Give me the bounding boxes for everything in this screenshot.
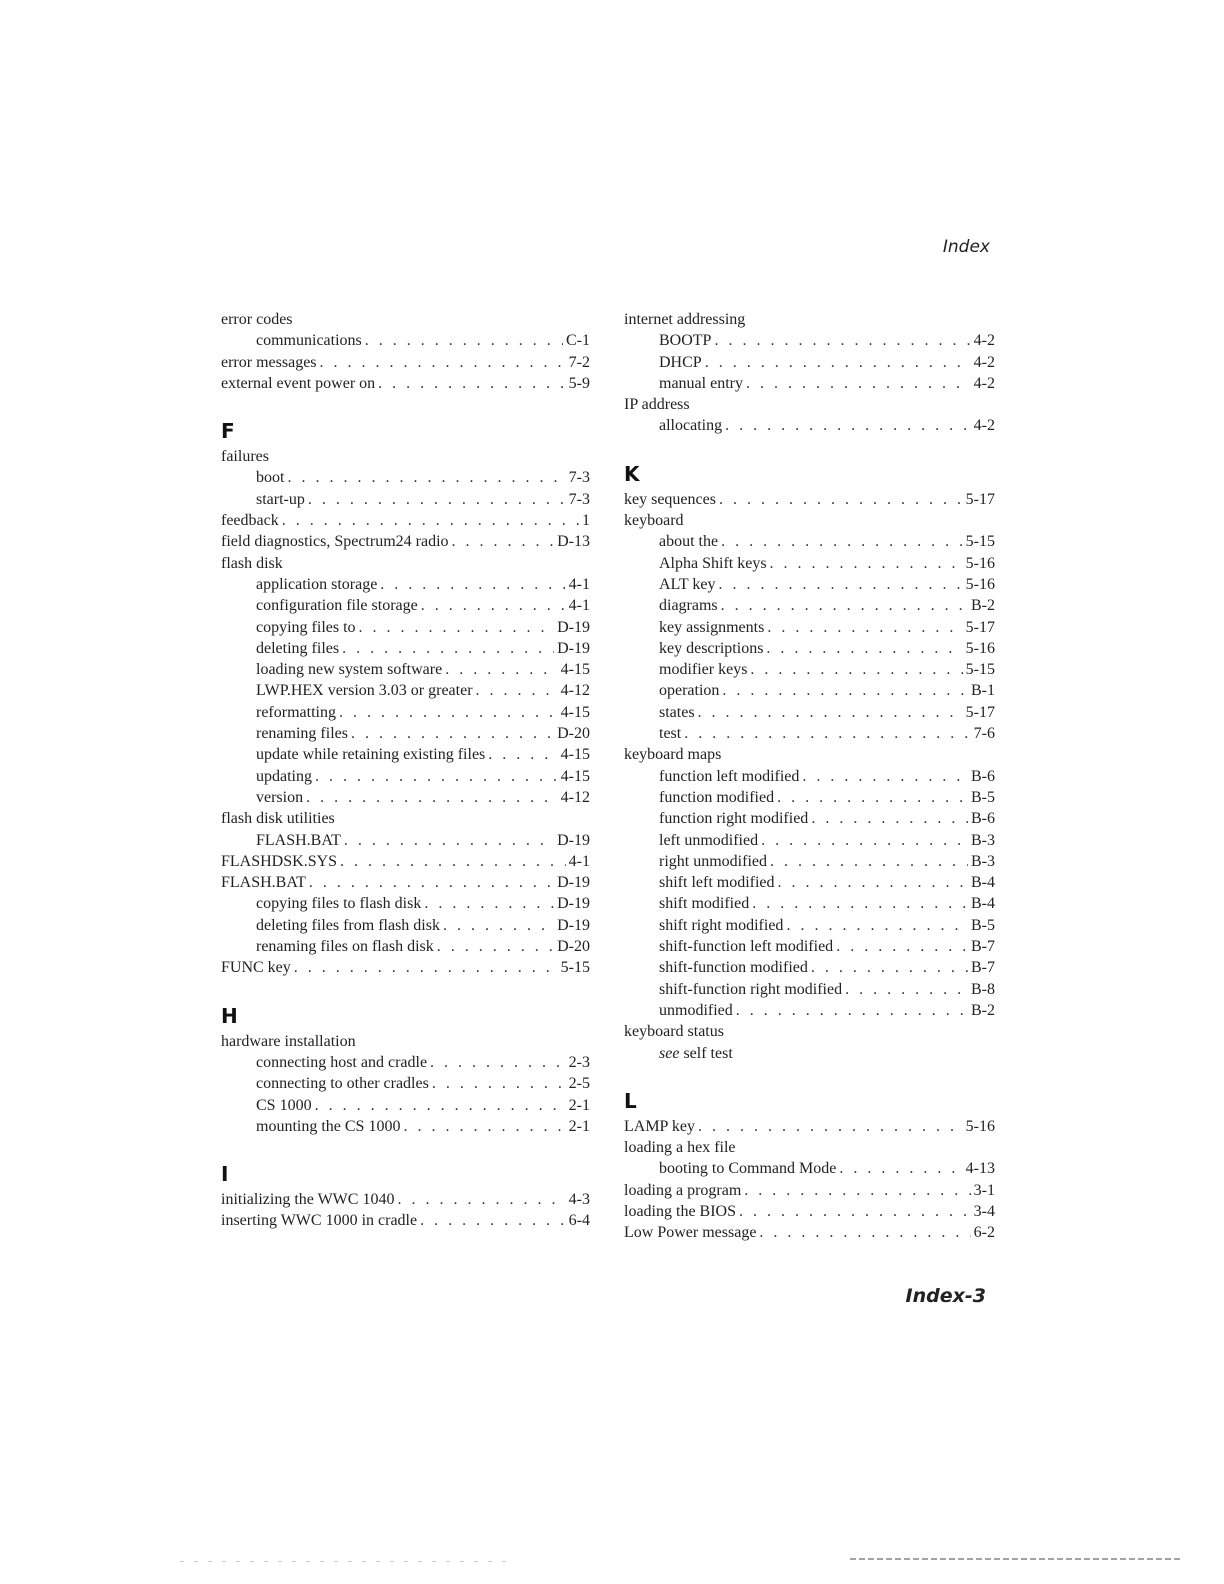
index-term: Alpha Shift keys: [659, 554, 767, 572]
index-page-ref: 7-6: [973, 725, 995, 743]
dot-leader: [698, 702, 963, 723]
index-term: key sequences: [624, 490, 716, 508]
dot-leader: [432, 1073, 566, 1094]
dot-leader: [344, 830, 554, 851]
index-subentry: [221, 830, 590, 851]
index-subentry: [624, 638, 995, 659]
index-term: operation: [659, 682, 720, 700]
index-subentry: [624, 415, 995, 436]
dot-leader: [380, 574, 565, 595]
index-term: left unmodified: [659, 831, 759, 849]
dot-leader: [811, 808, 968, 829]
index-term: deleting files from flash disk: [256, 916, 440, 934]
index-entry: [624, 510, 995, 531]
index-term: version: [256, 788, 304, 806]
dot-leader: [340, 851, 566, 872]
index-entry: [221, 352, 590, 373]
index-subentry: [624, 915, 995, 936]
index-page-ref: 7-2: [568, 353, 590, 371]
index-term: renaming files: [256, 725, 348, 743]
index-page-ref: 4-15: [560, 767, 590, 785]
dot-leader: [309, 872, 554, 893]
index-subentry: [624, 617, 995, 638]
index-page-ref: B-8: [971, 980, 995, 998]
index-page-ref: B-1: [971, 682, 995, 700]
index-term: booting to Command Mode: [659, 1160, 837, 1178]
dot-leader: [750, 659, 962, 680]
index-subentry: [624, 723, 995, 744]
index-subentry: [221, 936, 590, 957]
index-entry: [221, 872, 590, 893]
index-term: flash disk utilities: [221, 810, 335, 828]
index-subentry: [624, 830, 995, 851]
index-subentry: [624, 808, 995, 829]
index-subentry: [221, 1095, 590, 1116]
index-term: keyboard: [624, 512, 684, 530]
index-term: states: [659, 703, 695, 721]
index-entry: [624, 1116, 995, 1137]
index-term: shift modified: [659, 895, 750, 913]
index-term: copying files to flash disk: [256, 895, 422, 913]
index-subentry: [624, 957, 995, 978]
index-subentry: [221, 702, 590, 723]
index-column-right: [624, 309, 995, 1244]
dot-leader: [836, 936, 968, 957]
index-subentry: [221, 330, 590, 351]
index-subentry: [221, 595, 590, 616]
dot-leader: [351, 723, 554, 744]
index-subentry: [624, 595, 995, 616]
index-page-ref: 5-16: [965, 1117, 995, 1135]
index-subentry: [221, 1073, 590, 1094]
dot-leader: [342, 638, 554, 659]
index-subentry: [624, 787, 995, 808]
dot-leader: [424, 893, 554, 914]
index-subentry: [624, 1000, 995, 1021]
index-page-ref: 4-15: [560, 703, 590, 721]
index-page-ref: B-3: [971, 831, 995, 849]
dot-leader: [397, 1189, 565, 1210]
index-page-ref: 5-16: [965, 575, 995, 593]
dot-leader: [445, 659, 557, 680]
dot-leader: [786, 915, 968, 936]
dot-leader: [766, 638, 962, 659]
index-subentry: [221, 659, 590, 680]
index-term: right unmodified: [659, 852, 767, 870]
index-page-ref: 6-2: [973, 1224, 995, 1242]
index-term: hardware installation: [221, 1032, 356, 1050]
index-term: field diagnostics, Spectrum24 radio: [221, 533, 449, 551]
index-term: LWP.HEX version 3.03 or greater: [256, 682, 473, 700]
index-subentry: [624, 702, 995, 723]
dot-leader: [770, 553, 963, 574]
index-page-ref: 7-3: [568, 490, 590, 508]
index-page-ref: 5-16: [965, 554, 995, 572]
index-entry: [624, 1180, 995, 1201]
dot-leader: [746, 373, 971, 394]
index-term: inserting WWC 1000 in cradle: [221, 1212, 418, 1230]
index-term: BOOTP: [659, 332, 712, 350]
index-term: IP address: [624, 396, 690, 414]
index-page-ref: 2-1: [568, 1117, 590, 1135]
index-subentry: [624, 1158, 995, 1179]
scan-artifact-line: [180, 1561, 510, 1562]
index-subentry: [624, 553, 995, 574]
index-subentry: [624, 1043, 995, 1064]
index-term: flash disk: [221, 554, 283, 572]
dot-leader: [721, 595, 968, 616]
index-section-letter: L: [624, 1088, 637, 1113]
index-term: about the: [659, 533, 719, 551]
index-term: loading a hex file: [624, 1139, 736, 1157]
index-entry: [624, 394, 995, 415]
index-entry: [221, 1189, 590, 1210]
index-page-ref: 4-2: [973, 374, 995, 392]
dot-leader: [736, 1000, 968, 1021]
index-page-ref: D-19: [557, 618, 590, 636]
index-term: key assignments: [659, 618, 765, 636]
index-term: shift-function right modified: [659, 980, 843, 998]
index-page-ref: 1: [582, 512, 590, 530]
index-entry: [624, 1222, 995, 1243]
index-term: reformatting: [256, 703, 336, 721]
dot-leader: [744, 1180, 970, 1201]
index-entry: [221, 309, 590, 330]
index-subentry: [221, 489, 590, 510]
index-term: shift-function modified: [659, 959, 808, 977]
index-entry: [624, 309, 995, 330]
dot-leader: [718, 574, 962, 595]
index-term: LAMP key: [624, 1117, 695, 1135]
index-term: application storage: [256, 575, 378, 593]
index-term: initializing the WWC 1040: [221, 1191, 395, 1209]
index-term: communications: [256, 332, 362, 350]
dot-leader: [839, 1158, 962, 1179]
index-page-ref: D-19: [557, 874, 590, 892]
index-page-ref: B-4: [971, 895, 995, 913]
scan-artifact-line: [850, 1558, 1180, 1560]
index-page-ref: B-7: [971, 959, 995, 977]
index-entry: [221, 957, 590, 978]
see-reference: see: [659, 1044, 680, 1062]
index-subentry: [221, 680, 590, 701]
index-page-ref: 4-2: [973, 332, 995, 350]
index-term: FUNC key: [221, 959, 291, 977]
index-page-ref: 4-12: [560, 788, 590, 806]
index-term: shift-function left modified: [659, 938, 834, 956]
index-term: DHCP: [659, 353, 702, 371]
dot-leader: [308, 489, 566, 510]
running-header: Index: [942, 237, 990, 257]
index-page-ref: 5-15: [965, 661, 995, 679]
index-page-ref: D-20: [557, 938, 590, 956]
index-page-ref: 7-3: [568, 469, 590, 487]
index-entry: [221, 373, 590, 394]
dot-leader: [287, 467, 565, 488]
index-subentry: [221, 723, 590, 744]
index-page-ref: 4-12: [560, 682, 590, 700]
dot-leader: [403, 1116, 565, 1137]
index-page-ref: 4-13: [965, 1160, 995, 1178]
index-term: error messages: [221, 353, 317, 371]
dot-leader: [752, 893, 968, 914]
dot-leader: [811, 957, 968, 978]
dot-leader: [476, 680, 558, 701]
dot-leader: [722, 680, 968, 701]
dot-leader: [315, 1095, 566, 1116]
index-section-letter: F: [221, 419, 235, 444]
dot-leader: [320, 352, 566, 373]
index-page-ref: B-2: [971, 597, 995, 615]
index-entry: [624, 489, 995, 510]
index-term: keyboard maps: [624, 746, 722, 764]
index-page-ref: 6-4: [568, 1212, 590, 1230]
dot-leader: [719, 489, 963, 510]
index-subentry: [221, 1116, 590, 1137]
index-term: updating: [256, 767, 312, 785]
index-entry: [221, 1031, 590, 1052]
dot-leader: [725, 415, 971, 436]
index-subentry: [624, 659, 995, 680]
index-page-ref: 3-4: [973, 1202, 995, 1220]
dot-leader: [430, 1052, 566, 1073]
index-page-ref: D-19: [557, 639, 590, 657]
index-page-ref: B-5: [971, 788, 995, 806]
index-term: failures: [221, 448, 269, 466]
index-term: manual entry: [659, 374, 743, 392]
index-subentry: [624, 851, 995, 872]
index-entry: [221, 808, 590, 829]
dot-leader: [684, 723, 970, 744]
index-page-ref: B-5: [971, 916, 995, 934]
index-page-ref: 5-9: [568, 374, 590, 392]
index-page-ref: 4-3: [568, 1191, 590, 1209]
dot-leader: [767, 617, 962, 638]
index-page-ref: D-20: [557, 725, 590, 743]
index-page-ref: B-6: [971, 767, 995, 785]
index-page-ref: 5-15: [965, 533, 995, 551]
dot-leader: [721, 531, 963, 552]
dot-leader: [770, 851, 968, 872]
index-term: shift left modified: [659, 874, 775, 892]
index-page-ref: 5-15: [560, 959, 590, 977]
dot-leader: [421, 595, 566, 616]
index-term: self test: [683, 1044, 733, 1062]
index-term: keyboard status: [624, 1023, 724, 1041]
index-page-ref: 4-1: [568, 575, 590, 593]
dot-leader: [365, 330, 563, 351]
index-section-letter: I: [221, 1162, 229, 1187]
index-term: internet addressing: [624, 311, 746, 328]
index-subentry: [624, 352, 995, 373]
dot-leader: [294, 957, 558, 978]
index-subentry: [624, 680, 995, 701]
dot-leader: [488, 744, 557, 765]
index-page-ref: 4-2: [973, 417, 995, 435]
index-term: unmodified: [659, 1001, 733, 1019]
dot-leader: [306, 787, 558, 808]
index-page-ref: 4-1: [568, 852, 590, 870]
index-subentry: [624, 893, 995, 914]
index-subentry: [624, 373, 995, 394]
index-page-ref: B-7: [971, 938, 995, 956]
index-entry: [221, 510, 590, 531]
index-page-ref: 5-16: [965, 639, 995, 657]
dot-leader: [339, 702, 558, 723]
index-term: modifier keys: [659, 661, 748, 679]
index-page-ref: 4-15: [560, 746, 590, 764]
index-page-ref: B-4: [971, 874, 995, 892]
index-page-ref: 5-17: [965, 490, 995, 508]
index-term: feedback: [221, 512, 279, 530]
index-subentry: [624, 936, 995, 957]
index-subentry: [221, 1052, 590, 1073]
index-subentry: [221, 893, 590, 914]
index-subentry: [624, 574, 995, 595]
index-term: start-up: [256, 490, 305, 508]
dot-leader: [420, 1210, 566, 1231]
index-page-ref: 5-17: [965, 703, 995, 721]
index-column-left: [221, 309, 590, 1232]
index-subentry: [624, 979, 995, 1000]
dot-leader: [739, 1201, 971, 1222]
index-subentry: [624, 531, 995, 552]
index-term: Low Power message: [624, 1224, 757, 1242]
index-page-ref: B-2: [971, 1001, 995, 1019]
index-term: test: [659, 725, 682, 743]
index-term: copying files to: [256, 618, 356, 636]
dot-leader: [282, 510, 579, 531]
index-subentry: [221, 766, 590, 787]
dot-leader: [452, 531, 555, 552]
index-term: connecting host and cradle: [256, 1053, 428, 1071]
index-subentry: [624, 766, 995, 787]
index-page-ref: 3-1: [973, 1181, 995, 1199]
dot-leader: [359, 617, 555, 638]
index-term: loading the BIOS: [624, 1202, 736, 1220]
index-term: CS 1000: [256, 1096, 312, 1114]
index-page-ref: 2-3: [568, 1053, 590, 1071]
page-number: Index-3: [905, 1285, 986, 1307]
index-entry: [221, 553, 590, 574]
index-page-ref: 4-15: [560, 661, 590, 679]
index-term: error codes: [221, 311, 293, 328]
index-entry: [221, 1210, 590, 1231]
index-entry: [221, 446, 590, 467]
index-entry: [221, 851, 590, 872]
index-entry: [624, 1021, 995, 1042]
dot-leader: [443, 915, 554, 936]
index-page-ref: D-13: [557, 533, 590, 551]
index-subentry: [624, 330, 995, 351]
index-entry: [624, 1137, 995, 1158]
index-page-ref: D-19: [557, 895, 590, 913]
index-term: deleting files: [256, 639, 340, 657]
index-term: loading new system software: [256, 661, 443, 679]
index-subentry: [624, 872, 995, 893]
index-term: key descriptions: [659, 639, 764, 657]
index-subentry: [221, 467, 590, 488]
index-subentry: [221, 915, 590, 936]
dot-leader: [845, 979, 968, 1000]
index-entry: [221, 531, 590, 552]
index-subentry: [221, 744, 590, 765]
index-term: shift right modified: [659, 916, 784, 934]
index-page-ref: B-3: [971, 852, 995, 870]
dot-leader: [802, 766, 968, 787]
dot-leader: [714, 330, 970, 351]
index-term: connecting to other cradles: [256, 1075, 429, 1093]
dot-leader: [437, 936, 554, 957]
index-term: configuration file storage: [256, 597, 418, 615]
index-term: boot: [256, 469, 285, 487]
index-subentry: [221, 638, 590, 659]
index-term: function right modified: [659, 810, 809, 828]
dot-leader: [761, 830, 968, 851]
index-subentry: [221, 574, 590, 595]
index-term: diagrams: [659, 597, 718, 615]
index-subentry: [221, 617, 590, 638]
index-subentry: [221, 787, 590, 808]
dot-leader: [705, 352, 971, 373]
index-page-ref: 2-5: [568, 1075, 590, 1093]
index-page-ref: B-6: [971, 810, 995, 828]
index-page-ref: 5-17: [965, 618, 995, 636]
index-term: ALT key: [659, 575, 716, 593]
index-page-ref: 4-1: [568, 597, 590, 615]
index-term: allocating: [659, 417, 723, 435]
index-page-ref: C-1: [566, 332, 590, 350]
index-section-letter: H: [221, 1003, 238, 1028]
dot-leader: [698, 1116, 963, 1137]
index-page-ref: 4-2: [973, 353, 995, 371]
index-term: external event power on: [221, 374, 376, 392]
dot-leader: [378, 373, 566, 394]
dot-leader: [778, 872, 968, 893]
index-term: FLASH.BAT: [221, 874, 306, 892]
index-term: FLASHDSK.SYS: [221, 852, 338, 870]
index-term: FLASH.BAT: [256, 831, 341, 849]
index-term: renaming files on flash disk: [256, 938, 434, 956]
dot-leader: [777, 787, 968, 808]
dot-leader: [759, 1222, 970, 1243]
index-section-letter: K: [624, 461, 640, 486]
index-term: mounting the CS 1000: [256, 1117, 401, 1135]
index-entry: [624, 744, 995, 765]
index-term: loading a program: [624, 1181, 742, 1199]
index-page-ref: D-19: [557, 916, 590, 934]
dot-leader: [315, 766, 558, 787]
index-page-ref: D-19: [557, 831, 590, 849]
index-page-ref: 2-1: [568, 1096, 590, 1114]
index-term: update while retaining existing files: [256, 746, 486, 764]
index-entry: [624, 1201, 995, 1222]
index-term: function modified: [659, 788, 775, 806]
index-term: function left modified: [659, 767, 800, 785]
